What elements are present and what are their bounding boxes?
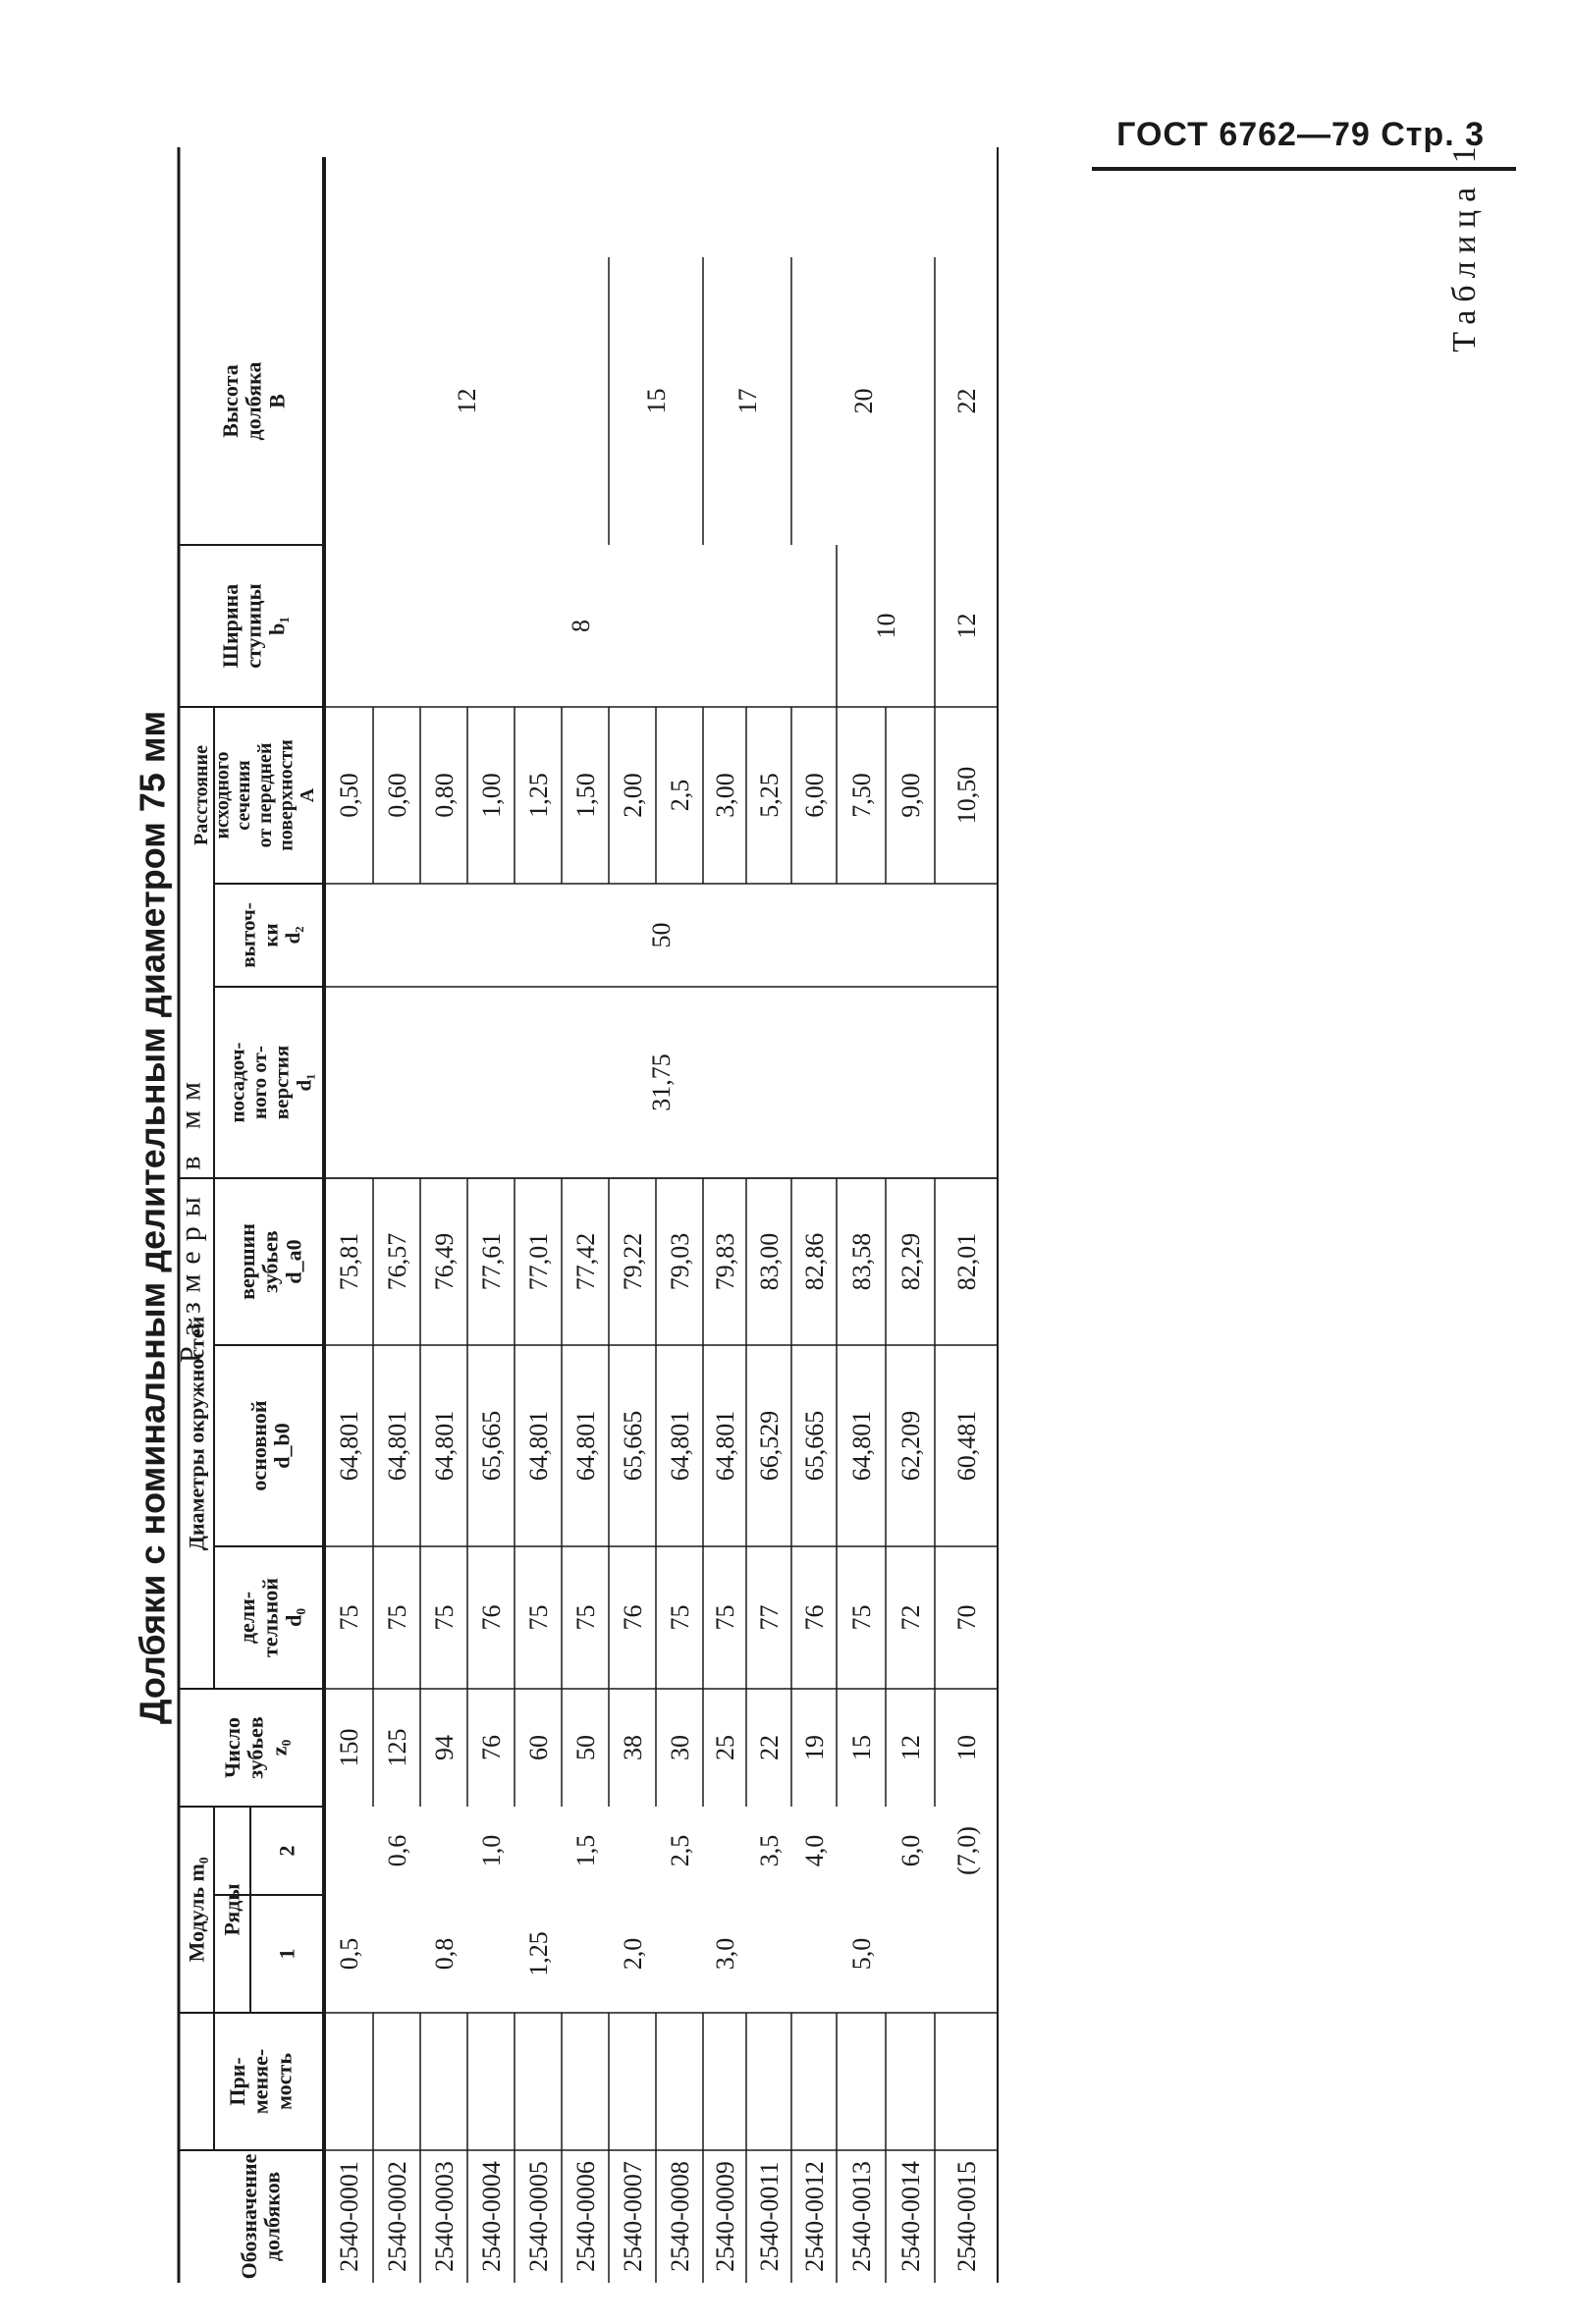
cell-teeth: 25 <box>711 1735 740 1760</box>
cell-base-diameter: 65,665 <box>800 1410 830 1482</box>
cell-designation: 2540-0012 <box>800 2161 830 2272</box>
cell-module-row1: 3,0 <box>711 1937 740 1971</box>
header-base: основнойd_b0 <box>245 1400 295 1491</box>
cell-pitch-diameter: 76 <box>800 1604 830 1631</box>
cell-pitch-diameter: 75 <box>524 1604 554 1631</box>
cell-base-diameter: 64,801 <box>524 1410 554 1482</box>
dimensions-note: Размеры в мм <box>174 1071 207 1364</box>
header-rows: Ряды <box>219 1883 244 1936</box>
cell-designation: 2540-0008 <box>666 2161 695 2272</box>
cell-tip-diameter: 77,42 <box>571 1232 601 1291</box>
table-label: Таблица 1 <box>1445 138 1483 352</box>
cell-base-diameter: 66,529 <box>755 1410 785 1482</box>
cell-teeth: 150 <box>335 1728 364 1767</box>
cell-pitch-diameter: 70 <box>952 1604 982 1631</box>
cell-teeth: 15 <box>847 1735 877 1760</box>
cell-height: 20 <box>849 388 879 414</box>
cell-base-diameter: 64,801 <box>335 1410 364 1482</box>
cell-module-row2: 6,0 <box>896 1834 926 1867</box>
cell-distance: 2,00 <box>619 773 648 818</box>
cell-distance: 1,25 <box>524 773 554 818</box>
cell-tip-diameter: 82,86 <box>800 1232 830 1291</box>
cell-base-diameter: 64,801 <box>847 1410 877 1482</box>
cell-base-diameter: 64,801 <box>571 1410 601 1482</box>
cell-module-row1: 2,0 <box>619 1937 648 1971</box>
cell-distance: 3,00 <box>711 773 740 818</box>
cell-tip-diameter: 75,81 <box>335 1232 364 1291</box>
page-header: ГОСТ 6762—79 Стр. 3 <box>1116 116 1485 153</box>
cell-teeth: 38 <box>619 1735 648 1760</box>
cell-tip-diameter: 79,03 <box>666 1232 695 1291</box>
cell-designation: 2540-0002 <box>383 2161 412 2272</box>
cell-recess-merged: 50 <box>647 922 677 948</box>
cell-tip-diameter: 82,29 <box>896 1232 926 1291</box>
cell-height: 15 <box>642 388 672 414</box>
cell-module-row2: 1,0 <box>477 1834 507 1867</box>
cell-teeth: 19 <box>800 1735 830 1760</box>
cell-base-diameter: 60,481 <box>952 1410 982 1482</box>
header-applicability: При-меняе-мость <box>224 2048 297 2115</box>
cell-height: 12 <box>453 388 482 414</box>
cell-teeth: 12 <box>896 1735 926 1760</box>
cell-designation: 2540-0007 <box>619 2161 648 2272</box>
cell-tip-diameter: 77,01 <box>524 1232 554 1291</box>
header-distance: Расстояниеисходногосеченияот переднейповерхностиA <box>190 739 318 851</box>
header-row1: 1 <box>274 1948 299 1960</box>
header-diameters: Диаметры окружностей <box>184 1316 209 1551</box>
cell-designation: 2540-0013 <box>847 2161 877 2272</box>
cell-height: 17 <box>733 388 763 414</box>
cell-module-row2: 3,5 <box>755 1834 785 1867</box>
cell-designation: 2540-0004 <box>477 2161 507 2272</box>
cell-module-row1: 1,25 <box>524 1931 554 1976</box>
cell-base-diameter: 65,665 <box>477 1410 507 1482</box>
cell-pitch-diameter: 77 <box>755 1604 785 1631</box>
header-module: Модуль m₀ <box>184 1857 209 1963</box>
cell-pitch-diameter: 75 <box>847 1604 877 1631</box>
cell-distance: 2,5 <box>666 779 695 812</box>
cell-tip-diameter: 77,61 <box>477 1232 507 1291</box>
cell-teeth: 22 <box>755 1735 785 1760</box>
cell-teeth: 60 <box>524 1735 554 1760</box>
cell-hub-width: 8 <box>567 620 596 632</box>
cell-pitch-diameter: 76 <box>477 1604 507 1631</box>
cell-designation: 2540-0011 <box>755 2161 785 2272</box>
cell-pitch-diameter: 76 <box>619 1604 648 1631</box>
cell-tip-diameter: 83,00 <box>755 1232 785 1291</box>
header-row2: 2 <box>274 1845 299 1857</box>
cell-pitch-diameter: 72 <box>896 1604 926 1631</box>
cell-designation: 2540-0003 <box>430 2161 460 2272</box>
cell-teeth: 10 <box>952 1735 982 1760</box>
cell-pitch-diameter: 75 <box>711 1604 740 1631</box>
cell-base-diameter: 64,801 <box>430 1410 460 1482</box>
cell-designation: 2540-0014 <box>896 2161 926 2272</box>
cell-module-row2: 1,5 <box>571 1834 601 1867</box>
cell-distance: 0,50 <box>335 773 364 818</box>
cell-distance: 0,60 <box>383 773 412 818</box>
cell-distance: 5,25 <box>755 773 785 818</box>
cell-base-diameter: 64,801 <box>383 1410 412 1482</box>
cell-distance: 0,80 <box>430 773 460 818</box>
cell-teeth: 125 <box>383 1728 412 1767</box>
cell-module-row1: 0,5 <box>335 1937 364 1971</box>
cell-designation: 2540-0009 <box>711 2161 740 2272</box>
header-tip: вершинзубьевd_a0 <box>234 1223 306 1300</box>
header-teeth: Числозубьевz₀ <box>219 1716 292 1779</box>
header-height: ВысотадолбякаB <box>217 361 290 441</box>
cell-tip-diameter: 76,49 <box>430 1232 460 1291</box>
header-bore: посадоч-ного от-верстияd₁ <box>225 1042 316 1123</box>
cell-module-row1: 5,0 <box>847 1937 877 1971</box>
cell-pitch-diameter: 75 <box>383 1604 412 1631</box>
cell-teeth: 50 <box>571 1735 601 1760</box>
cell-tip-diameter: 79,22 <box>619 1232 648 1291</box>
cell-module-row2: (7,0) <box>952 1826 982 1875</box>
cell-base-diameter: 65,665 <box>619 1410 648 1482</box>
cell-distance: 1,00 <box>477 773 507 818</box>
cell-pitch-diameter: 75 <box>571 1604 601 1631</box>
cell-pitch-diameter: 75 <box>430 1604 460 1631</box>
header-designation: Обозначениедолбяков <box>236 2153 285 2280</box>
cell-designation: 2540-0005 <box>524 2161 554 2272</box>
cell-distance: 1,50 <box>571 773 601 818</box>
cell-base-diameter: 62,209 <box>896 1410 926 1482</box>
cell-module-row2: 2,5 <box>666 1834 695 1867</box>
cell-module-row2: 0,6 <box>383 1834 412 1867</box>
cell-distance: 10,50 <box>952 766 982 825</box>
cell-designation: 2540-0006 <box>571 2161 601 2272</box>
cell-height: 22 <box>952 388 982 414</box>
cell-tip-diameter: 83,58 <box>847 1232 877 1291</box>
cell-bore-merged: 31,75 <box>647 1054 677 1111</box>
cell-tip-diameter: 76,57 <box>383 1232 412 1291</box>
cell-hub-width: 12 <box>952 613 982 639</box>
cell-base-diameter: 64,801 <box>711 1410 740 1482</box>
cell-hub-width: 10 <box>872 613 901 639</box>
cell-tip-diameter: 82,01 <box>952 1232 982 1291</box>
cell-tip-diameter: 79,83 <box>711 1232 740 1291</box>
cell-teeth: 76 <box>477 1735 507 1760</box>
header-recess: выточ-киd₂ <box>236 902 305 968</box>
cell-module-row2: 4,0 <box>800 1834 830 1867</box>
cell-designation: 2540-0001 <box>335 2161 364 2272</box>
cell-distance: 7,50 <box>847 773 877 818</box>
table-title: Долбяки с номинальным делительным диаметром 75 мм <box>132 710 173 1725</box>
cell-distance: 9,00 <box>896 773 926 818</box>
cell-pitch-diameter: 75 <box>666 1604 695 1631</box>
cell-pitch-diameter: 75 <box>335 1604 364 1631</box>
cell-teeth: 94 <box>430 1735 460 1760</box>
cell-designation: 2540-0015 <box>952 2161 982 2272</box>
header-pitch: дели-тельнойd₀ <box>234 1578 306 1657</box>
cell-teeth: 30 <box>666 1735 695 1760</box>
cell-base-diameter: 64,801 <box>666 1410 695 1482</box>
cell-module-row1: 0,8 <box>430 1937 460 1971</box>
cell-distance: 6,00 <box>800 773 830 818</box>
header-hub-width: Ширинаступицыb₁ <box>217 583 290 669</box>
